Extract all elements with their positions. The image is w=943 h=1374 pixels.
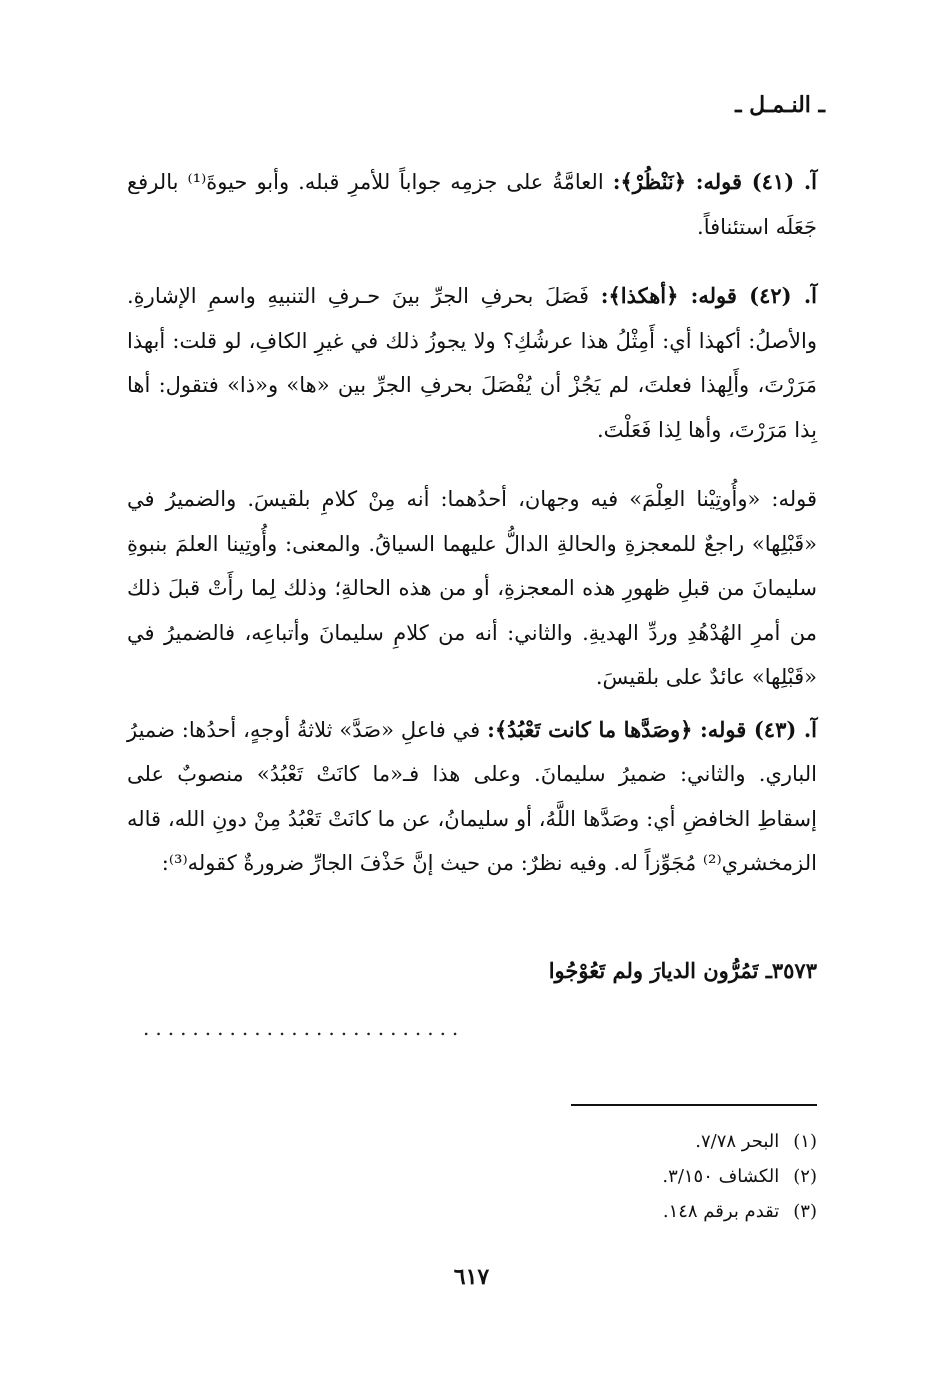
running-header: ـ النـمـل ـ [735, 92, 825, 118]
footnote-text: الكشاف ٣/١٥٠. [662, 1166, 780, 1187]
footnote-text: تقدم برقم ١٤٨. [662, 1201, 780, 1222]
footnote-divider [571, 1104, 817, 1106]
main-text [127, 160, 817, 886]
verse-reference: آ. (٤٢) قوله: ﴿أهكذا﴾: [600, 283, 817, 308]
paragraph-commentary [127, 477, 817, 700]
paragraph-text: قوله: «وأُوتِيْنا العِلْمَ» فيه وجهان، أحدُهما: أنه مِنْ كلامِ بلقيسَ. والضميرُ في «قَبْلِها» راجعٌ للمعجزةِ والحالةِ الدالُّ عليهما السياقُ. والمعنى: وأُوتِينا العلمَ بنبوةِ سليمانَ من قبلِ ظهورِ هذه المعجزةِ، أو من هذه الحالةِ؛ وذلك لِما رأَتْ قبلَ ذلك من أمرِ الهُدْهُدِ وردِّ الهديةِ. والثاني: أنه من كلامِ سليمانَ وأتباعِه، فالضميرُ في «قَبْلِها» عائدٌ على بلقيسَ. [127, 487, 817, 689]
footnotes [662, 1124, 817, 1229]
footnote-number: (٢) [793, 1166, 817, 1187]
page-number: ٦١٧ [453, 1264, 490, 1290]
verse-reference: آ. (٤٣) قوله: ﴿وصَدَّها ما كانت تَعْبُدُ﴾: [487, 716, 817, 742]
paragraph-text: فَصَلَ بحرفِ الجرِّ بينَ حـرفِ التنبيهِ واسمِ الإشارةِ. والأصلُ: أكهذا أي: أَمِثْلُ هذا عرشُكِ؟ ولا يجوزُ ذلك في غيرِ الكافِ، لو قلت: أبهذا مَرَرْتَ، وأَلِهذا فعلتَ، لم يَجُزْ أن يُفْصَلَ بحرفِ الجرِّ بين «ها» و«ذا» فتقول: أها بِذا مَرَرْتَ، وأها لِذا فَعَلْتَ. [127, 284, 817, 442]
poetry-verse: ٣٥٧٣ـ تَمُرُّون الديارَ ولم تَعُوْجُوا [548, 958, 817, 983]
footnote-item [662, 1124, 817, 1159]
footnote-number: (٣) [793, 1201, 817, 1222]
footnote-text: البحر ٧/٧٨. [695, 1131, 780, 1152]
paragraph-verse-43 [127, 708, 817, 886]
paragraph-text: العامَّةُ على جزمِه جواباً للأمرِ قبله. وأبو حيوةَ⁽¹⁾ بالرفع جَعَلَه استئنافاً. [127, 170, 817, 239]
ellipsis-dots: .......................... [143, 1016, 465, 1040]
verse-reference: آ. (٤١) قوله: ﴿نَنْظُرْ﴾: [612, 169, 817, 194]
footnote-number: (١) [793, 1131, 817, 1152]
paragraph-verse-41 [127, 160, 817, 249]
paragraph-verse-42 [127, 274, 817, 452]
footnote-item [662, 1159, 817, 1194]
paragraph-text: في فاعلِ «صَدَّ» ثلاثةُ أوجهٍ، أحدُها: ضميرُ الباري. والثاني: ضميرُ سليمانَ. وعلى هذا فـ«ما كانَتْ تَعْبُدُ» منصوبٌ على إسقاطِ الخافضِ أي: وصَدَّها اللَّهُ، أو سليمانُ، عن ما كانَتْ تَعْبُدُ مِنْ دونِ الله، قاله الزمخشري⁽²⁾ مُجَوِّزاً له. وفيه نظرٌ: من حيث إنَّ حَذْفَ الجارِّ ضرورةٌ كقوله⁽³⁾: [127, 717, 817, 875]
footnote-item [662, 1194, 817, 1229]
